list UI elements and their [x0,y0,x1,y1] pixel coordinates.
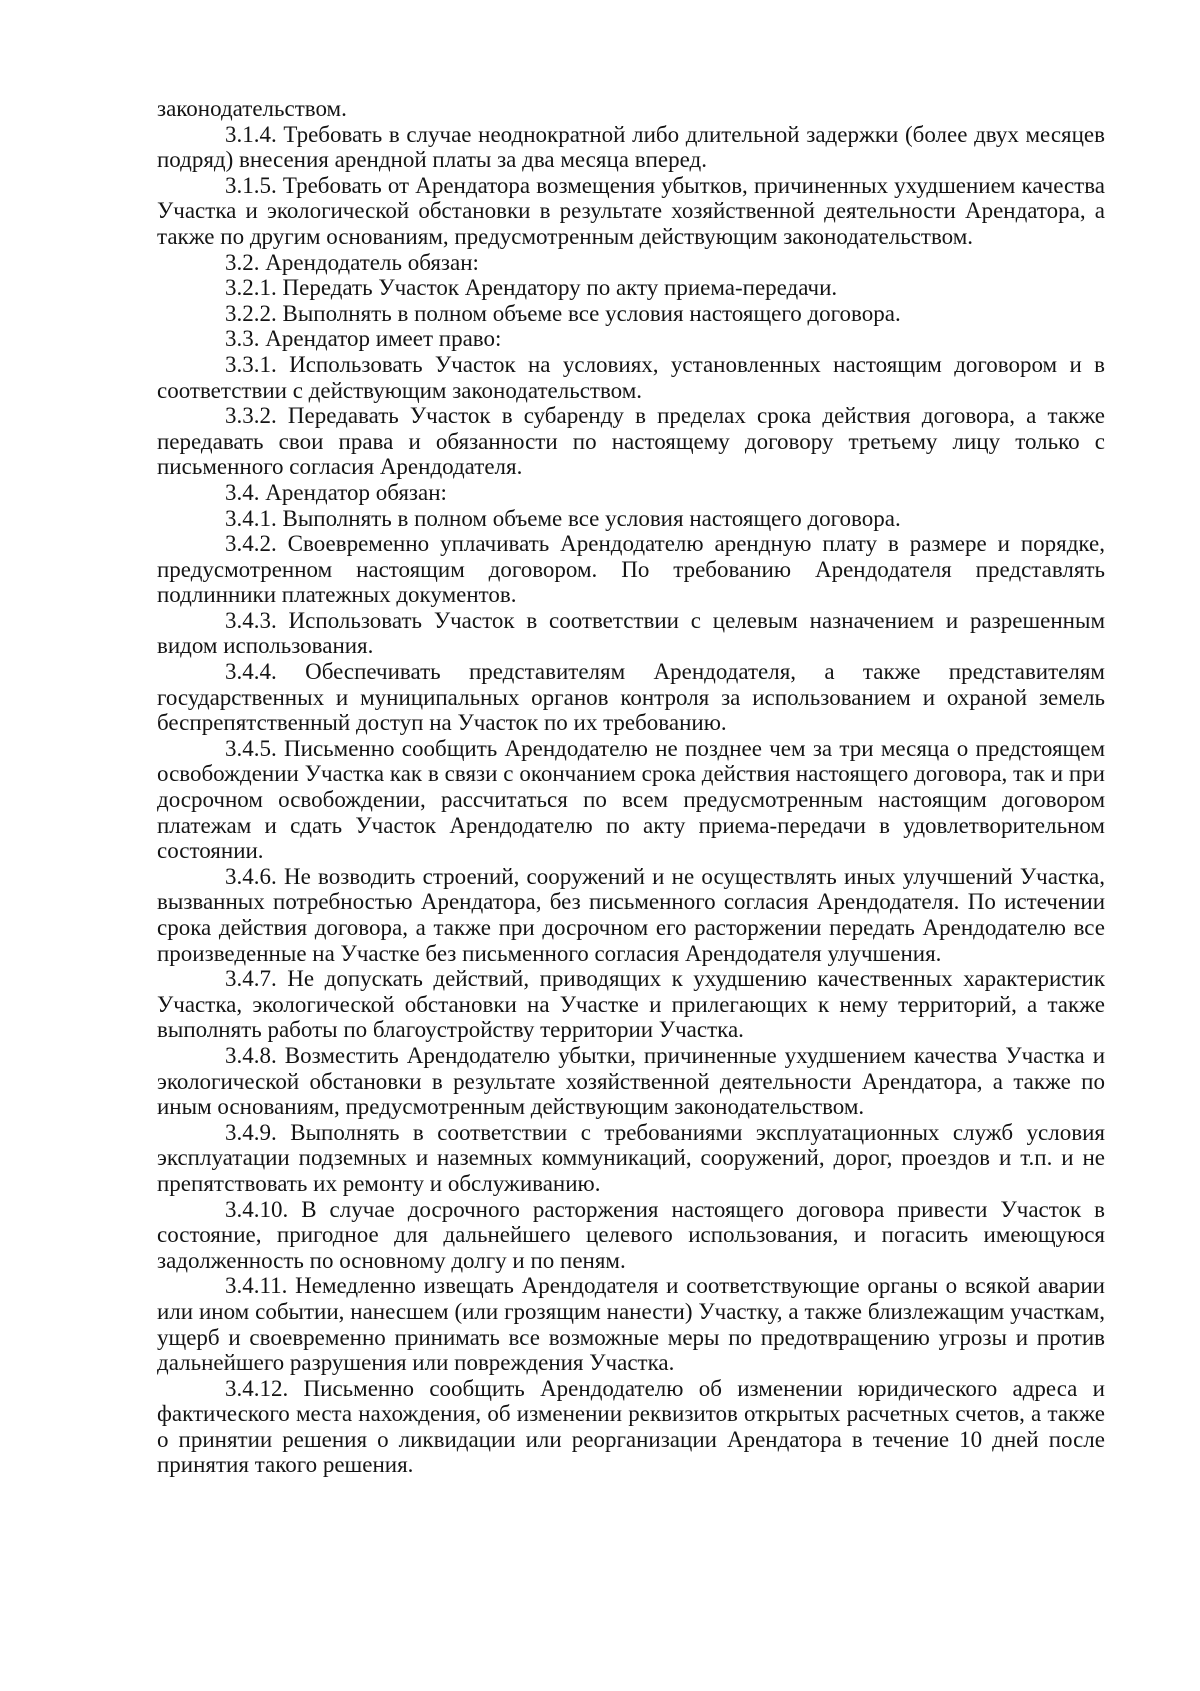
clause-3-4-10: 3.4.10. В случае досрочного расторжения настоящего договора привести Участок в состояние, пригодное для дальнейшего целевого использования, и погасить имеющуюся задолженность по основному долгу и по пеням. [157,1196,1105,1273]
clause-3-4-8: 3.4.8. Возместить Арендодателю убытки, причиненные ухудшением качества Участка и экологической обстановки в результате хозяйственной деятельности Арендатора, а также по иным основаниям, предусмотренным действующим законодательством. [157,1042,1105,1120]
clause-3-3-2: 3.3.2. Передавать Участок в субаренду в пределах срока действия договора, а также передавать свои права и обязанности по настоящему договору третьему лицу только с письменного согласия Арендодателя. [157,403,1105,480]
clause-3-4-3: 3.4.3. Использовать Участок в соответствии с целевым назначением и разрешенным видом использования. [157,607,1105,659]
clause-3-4-heading: 3.4. Арендатор обязан: [225,479,447,505]
clause-3-2-1: 3.2.1. Передать Участок Арендатору по акту приема-передачи. [225,275,838,301]
paragraph-continuation: законодательством. [157,96,347,121]
clause-3-3-heading: 3.3. Арендатор имеет право: [225,326,502,352]
clause-3-4-2: 3.4.2. Своевременно уплачивать Арендодателю арендную плату в размере и порядке, предусмотренном настоящим договором. По требованию Арендодателя представлять подлинники платежных документов. [157,531,1105,608]
clause-3-4-6: 3.4.6. Не возводить строений, сооружений и не осуществлять иных улучшений Участка, вызванных потребностью Арендатора, без письменного согласия Арендодателя. По истечении срока действия договора, а также при досрочном его расторжении передать Арендодателю все произведенные на Участке без письменного согласия Арендодателя улучшения. [157,863,1105,966]
clause-3-1-4: 3.1.4. Требовать в случае неоднократной либо длительной задержки (более двух месяцев подряд) внесения арендной платы за два месяца вперед. [157,121,1105,173]
clause-3-4-11: 3.4.11. Немедленно извещать Арендодателя и соответствующие органы о всякой аварии или ином событии, нанесшем (или грозящим нанести) Участку, а также близлежащим участкам, ущерб и своевременно принимать все возможные меры по предотвращению угрозы и против дальнейшего разрушения или повреждения Участка. [157,1273,1105,1376]
clause-3-4-12: 3.4.12. Письменно сообщить Арендодателю об изменении юридического адреса и фактического места нахождения, об изменении реквизитов открытых расчетных счетов, а также о принятии решения о ликвидации или реорганизации Арендатора в течение 10 дней после принятия такого решения. [157,1375,1105,1478]
document-page [157,96,1105,1478]
clause-3-1-5: 3.1.5. Требовать от Арендатора возмещения убытков, причиненных ухудшением качества Участка и экологической обстановки в результате хозяйственной деятельности Арендатора, а также по другим основаниям, предусмотренным действующим законодательством. [157,172,1105,249]
clause-3-4-1: 3.4.1. Выполнять в полном объеме все условия настоящего договора. [225,505,901,531]
clause-3-3-1: 3.3.1. Использовать Участок на условиях, установленных настоящим договором и в соответствии с действующим законодательством. [157,351,1105,403]
clause-3-4-9: 3.4.9. Выполнять в соответствии с требованиями эксплуатационных служб условия эксплуатации подземных и наземных коммуникаций, сооружений, дорог, проездов и т.п. и не препятствовать их ремонту и обслуживанию. [157,1119,1105,1196]
clause-3-2-heading: 3.2. Арендодатель обязан: [225,249,479,275]
clause-3-2-2: 3.2.2. Выполнять в полном объеме все условия настоящего договора. [225,300,901,326]
clause-3-4-4: 3.4.4. Обеспечивать представителям Арендодателя, а также представителям государственных и муниципальных органов контроля за использованием и охраной земель беспрепятственный доступ на Участок по их требованию. [157,659,1105,736]
clause-3-4-5: 3.4.5. Письменно сообщить Арендодателю не позднее чем за три месяца о предстоящем освобождении Участка как в связи с окончанием срока действия настоящего договора, так и при досрочном освобождении, рассчитаться по всем предусмотренным настоящим договором платежам и сдать Участок Арендодателю по акту приема-передачи в удовлетворительном состоянии. [157,735,1105,864]
clause-3-4-7: 3.4.7. Не допускать действий, приводящих к ухудшению качественных характеристик Участка, экологической обстановки на Участке и прилегающих к нему территорий, а также выполнять работы по благоустройству территории Участка. [157,966,1105,1043]
